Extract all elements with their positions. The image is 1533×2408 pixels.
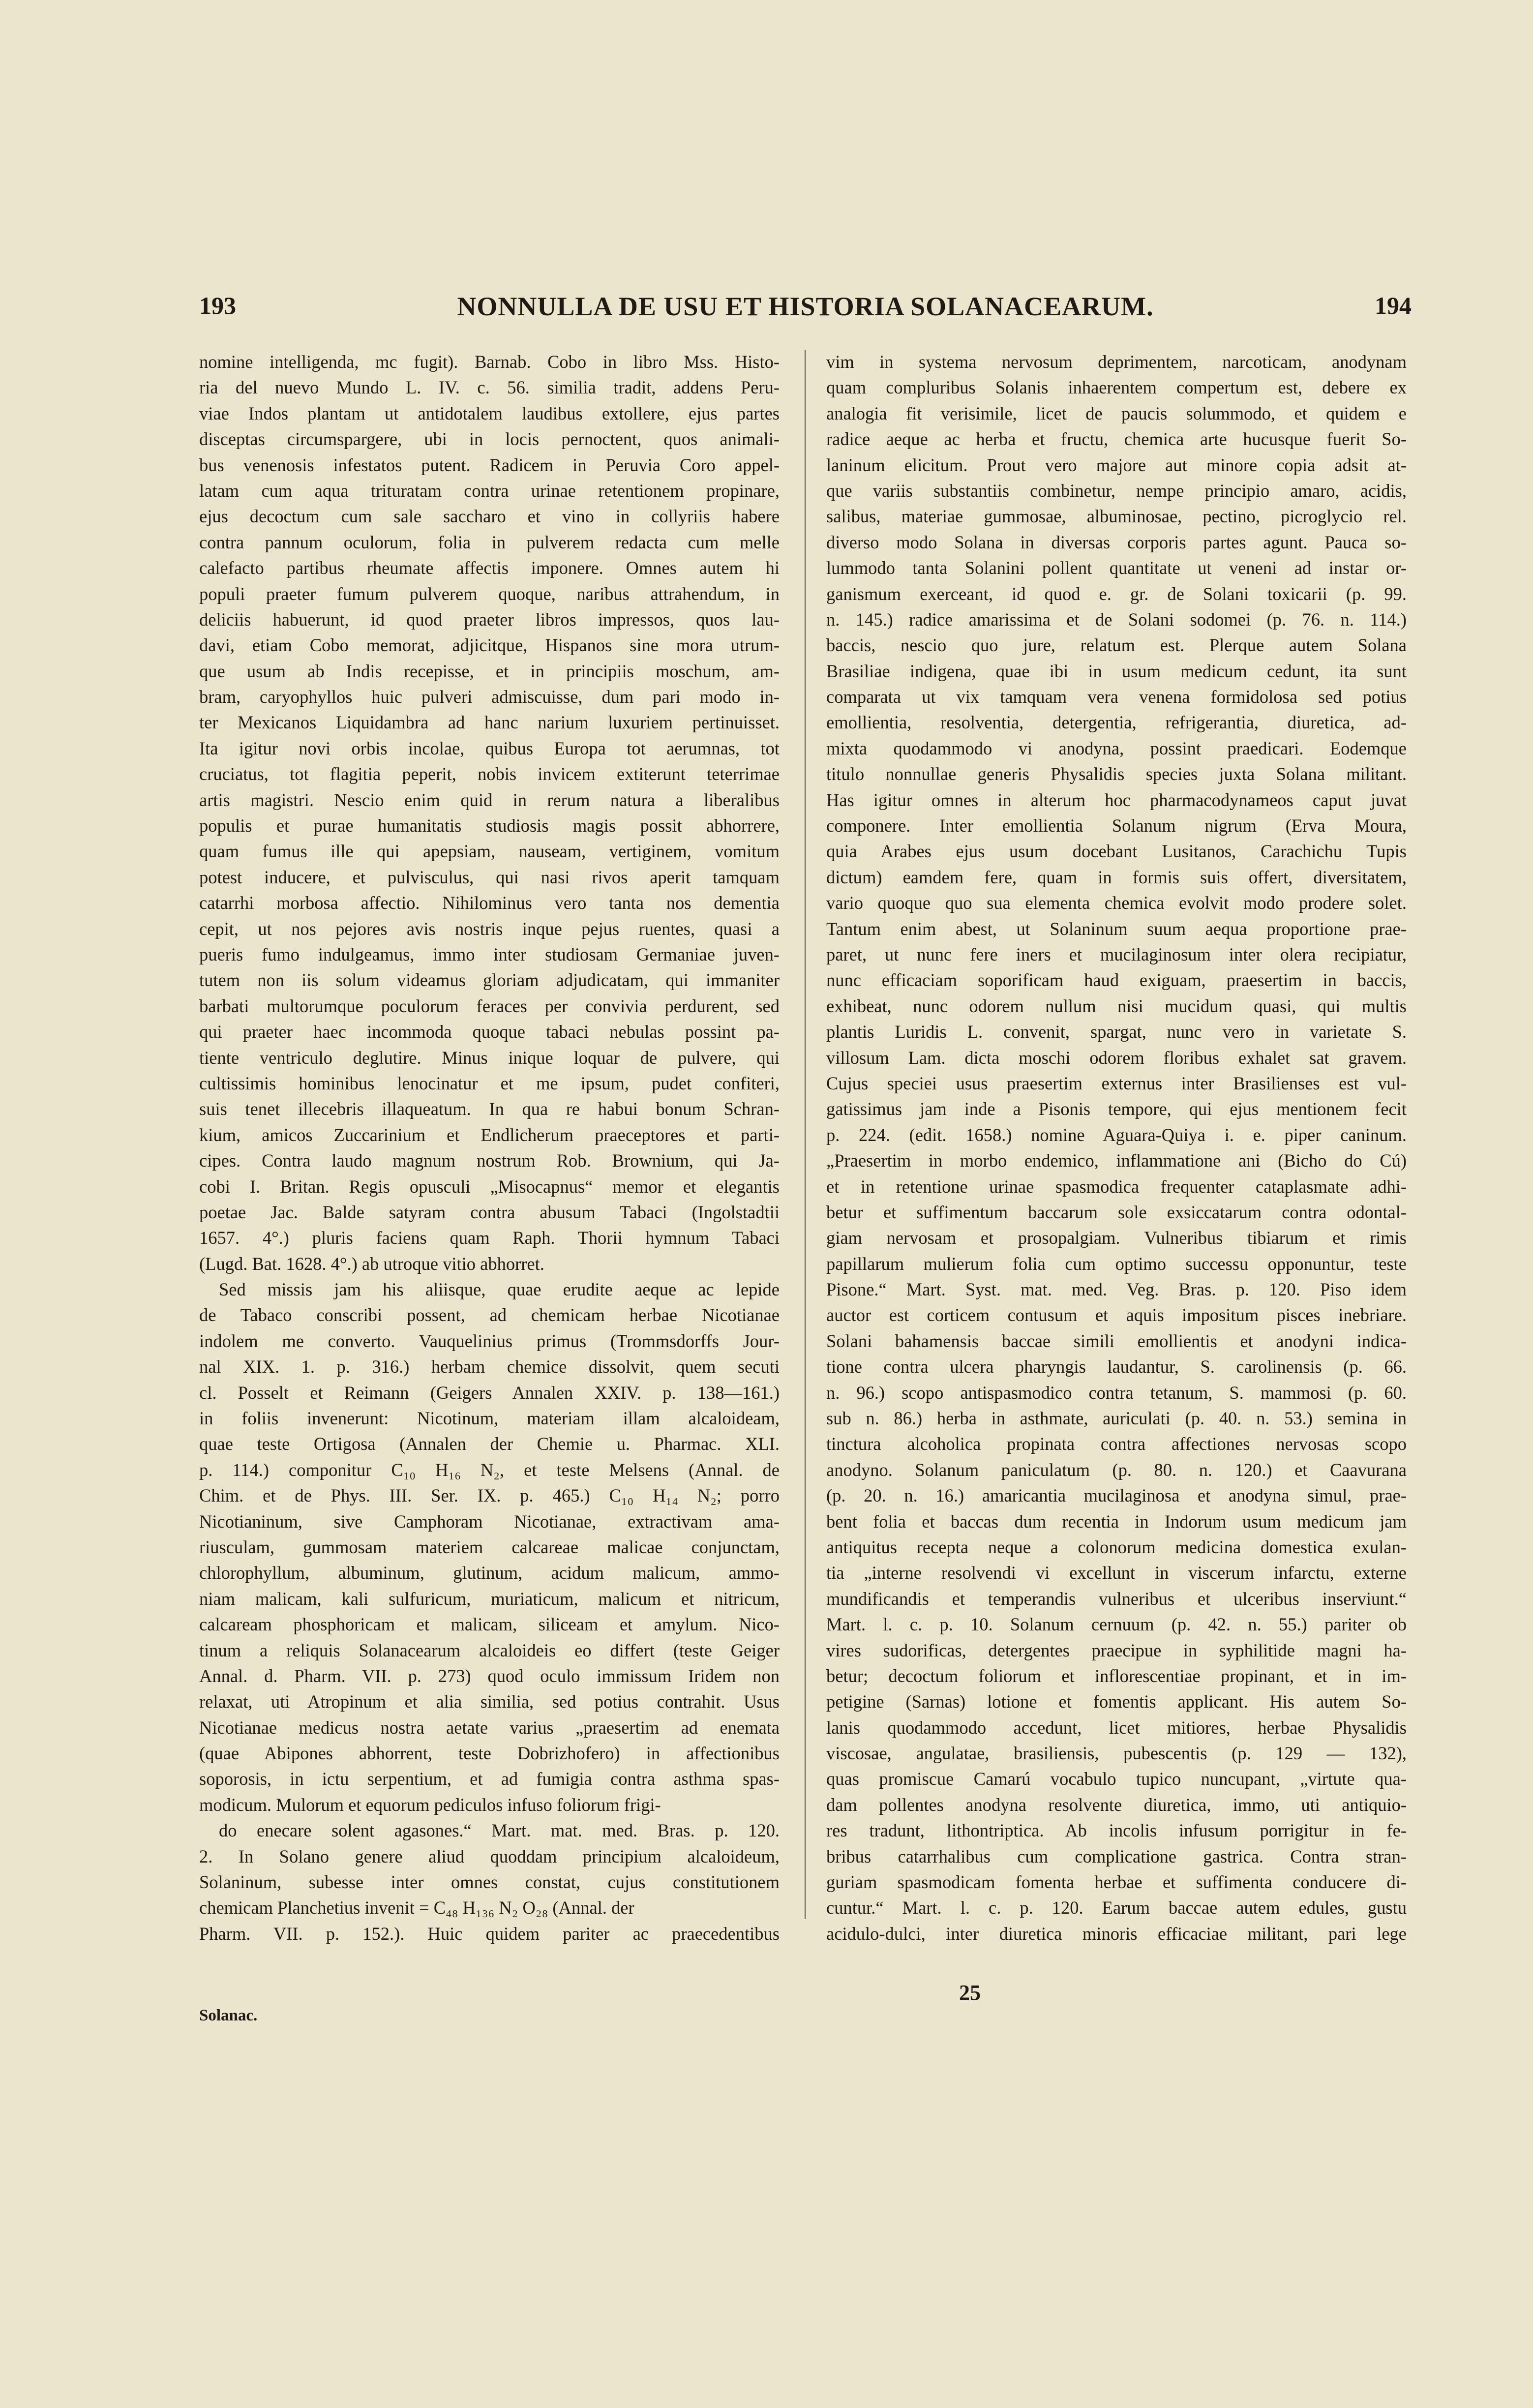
text-line: vario quoque quo sua elementa chemica evolvit modo prodere solet. [826, 893, 1407, 913]
text-line: guriam spasmodicam fomenta herbae et suffimenta conducere di- [826, 1872, 1407, 1893]
left-text-column [199, 349, 780, 1947]
text-line: chlorophyllum, albuminum, glutinum, acidum malicum, ammo- [199, 1563, 780, 1583]
text-line: calcaream phosphoricam et malicam, siliceam et amylum. Nico- [199, 1614, 780, 1635]
text-line: quas promiscue Camarú vocabulo tupico nuncupant, „virtute qua- [826, 1769, 1407, 1789]
text-line: et in retentione urinae spasmodica frequenter cataplasmate adhi- [826, 1176, 1407, 1197]
text-line: betur; decoctum foliorum et inflorescentiae propinant, et in im- [826, 1665, 1407, 1686]
text-line: 2. In Solano genere aliud quoddam principium alcaloideum, [199, 1846, 780, 1866]
text-line: Mart. l. c. p. 10. Solanum cernuum (p. 42. n. 55.) pariter ob [826, 1614, 1407, 1635]
text-line: vim in systema nervosum deprimentem, narcoticam, anodynam [826, 352, 1407, 372]
text-line: cultissimis hominibus lenocinatur et me ipsum, pudet confiteri, [199, 1073, 780, 1093]
text-line: ria del nuevo Mundo L. IV. c. 56. similia tradit, addens Peru- [199, 377, 780, 398]
text-line: (p. 20. n. 16.) amaricantia mucilaginosa et anodyna simul, prae- [826, 1485, 1407, 1506]
text-line: ter Mexicanos Liquidambra ad hanc narium luxuriem pertinuisset. [199, 712, 780, 733]
text-line: mixta quodammodo vi anodyna, possint praedicari. Eodemque [826, 738, 1407, 758]
text-line: populi praeter fumum pulverem quoque, naribus attrahendum, in [199, 583, 780, 604]
text-line: Tantum enim abest, ut Solaninum suum aequa proportione prae- [826, 918, 1407, 939]
text-line: nal XIX. 1. p. 316.) herbam chemice dissolvit, quem secuti [199, 1356, 780, 1377]
signature-mark: Solanac. [199, 2007, 258, 2024]
text-line: bribus catarrhalibus cum complicatione gastrica. Contra stran- [826, 1846, 1407, 1866]
text-line: 1657. 4°.) pluris faciens quam Raph. Thorii hymnum Tabaci [199, 1228, 780, 1248]
text-line: n. 96.) scopo antispasmodico contra tetanum, S. mammosi (p. 60. [826, 1382, 1407, 1403]
text-line: salibus, materiae gummosae, albuminosae, pectino, picroglycio rel. [826, 506, 1407, 527]
text-line: cl. Posselt et Reimann (Geigers Annalen XXIV. p. 138—161.) [199, 1382, 780, 1403]
text-line: soporosis, in ictu serpentium, et ad fumigia contra asthma spas- [199, 1769, 780, 1789]
text-line: kium, amicos Zuccarinium et Endlicherum praeceptores et parti- [199, 1124, 780, 1145]
text-line: chemicam Planchetius invenit = C₄₈ H₁₃₆ N₂ O₂₈ (Annal. der [199, 1897, 634, 1918]
text-line: comparata ut vix tamquam vera venena formidolosa sed potius [826, 687, 1407, 707]
text-line: radice aeque ac herba et fructu, chemica arte hucusque fuerit So- [826, 429, 1407, 450]
text-line: cuntur.“ Mart. l. c. p. 120. Earum baccae autem edules, gustu [826, 1897, 1407, 1918]
text-line: Solaninum, subesse inter omnes constat, cujus constitutionem [199, 1872, 780, 1893]
text-line: diverso modo Solana in diversas corporis partes agunt. Pauca so- [826, 532, 1407, 552]
text-line: cepit, ut nos pejores avis nostris inque pejus ruentes, quasi a [199, 918, 780, 939]
text-line: de Tabaco conscribi possent, ad chemicam herbae Nicotianae [199, 1305, 780, 1325]
text-line: deliciis habuerunt, id quod praeter libros impressos, quos lau- [199, 609, 780, 630]
text-line: ganismum exerceant, id quod e. gr. de Solani toxicarii (p. 99. [826, 583, 1407, 604]
text-line: relaxat, uti Atropinum et alia similia, sed potius contrahit. Usus [199, 1691, 780, 1712]
column-divider [805, 350, 806, 1919]
text-line: lummodo tanta Solanini pollent quantitate ut veneni ad instar or- [826, 558, 1407, 578]
text-line: auctor est corticem contusum et aquis impositum pisces inebriare. [826, 1305, 1407, 1325]
text-line: acidulo-dulci, inter diuretica minoris efficaciae militant, pari lege [826, 1923, 1407, 1944]
text-line: titulo nonnullae generis Physalidis species juxta Solana militant. [826, 764, 1407, 784]
text-line: niam malicam, kali sulfuricum, muriaticum, malicum et nitricum, [199, 1588, 780, 1609]
text-line: poetae Jac. Balde satyram contra abusum Tabaci (Ingolstadtii [199, 1202, 780, 1222]
text-line: plantis Luridis L. convenit, spargat, nunc vero in varietate S. [826, 1022, 1407, 1042]
text-line: potest inducere, et pulvisculus, qui nasi rivos aperit tamquam [199, 867, 780, 887]
text-line: viscosae, angulatae, brasiliensis, pubescentis (p. 129 — 132), [826, 1743, 1407, 1764]
text-line: in foliis invenerunt: Nicotinum, materiam illam alcaloideam, [199, 1408, 780, 1429]
text-line: Nicotianae medicus nostra aetate varius „praesertim ad enemata [199, 1717, 780, 1738]
text-line: paret, ut nunc fere iners et mucilaginosum inter olera recipiatur, [826, 944, 1407, 964]
text-line: giam nervosam et prosopalgiam. Vulneribus tibiarum et rimis [826, 1228, 1407, 1248]
text-line: riusculam, gummosam materiem calcareae malicae conjunctam, [199, 1536, 780, 1557]
text-line: tia „interne resolvendi vi excellunt in viscerum infarctu, externe [826, 1563, 1407, 1583]
text-line: Chim. et de Phys. III. Ser. IX. p. 465.) C₁₀ H₁₄ N₂; porro [199, 1485, 780, 1506]
text-line: Brasiliae indigena, quae ibi in usum medicum cedunt, ita sunt [826, 661, 1407, 681]
text-line: pueris fumo indulgeamus, immo inter studiosam Germaniae juven- [199, 944, 780, 964]
text-line: tinum a reliquis Solanacearum alcaloideis eo differt (teste Geiger [199, 1640, 780, 1660]
text-line: Solani bahamensis baccae simili emollientis et anodyni indica- [826, 1330, 1407, 1351]
text-line: quae teste Ortigosa (Annalen der Chemie u. Pharmac. XLI. [199, 1434, 780, 1454]
text-line: quia Arabes ejus usum docebant Lusitanos, Carachichu Tupis [826, 841, 1407, 862]
text-line: dam pollentes anodyna resolvente diuretica, immo, uti antiquio- [826, 1794, 1407, 1815]
text-line: p. 224. (edit. 1658.) nomine Aguara-Quiya i. e. piper caninum. [826, 1124, 1407, 1145]
text-line: bus venenosis infestatos putent. Radicem in Peruvia Coro appel- [199, 454, 780, 475]
text-line: ejus decoctum cum sale saccharo et vino in collyriis habere [199, 506, 780, 527]
text-line: tinctura alcoholica propinata contra affectiones nervosas scopo [826, 1434, 1407, 1454]
text-line: latam cum aqua trituratam contra urinae retentionem propinare, [199, 480, 780, 501]
running-title: NONNULLA DE USU ET HISTORIA SOLANACEARUM. [457, 292, 1154, 321]
text-line: antiquitus recepta neque a colonorum medicina domestica exulan- [826, 1536, 1407, 1557]
text-line: Cujus speciei usus praesertim externus inter Brasilienses est vul- [826, 1073, 1407, 1093]
text-line: indolem me converto. Vauquelinius primus (Trommsdorffs Jour- [199, 1330, 780, 1351]
text-line: laninum elicitum. Prout vero majore aut minore copia adsit at- [826, 454, 1407, 475]
text-line: contra pannum oculorum, folia in pulverem redacta cum melle [199, 532, 780, 552]
text-line: modicum. Mulorum et equorum pediculos infuso foliorum frigi- [199, 1794, 661, 1815]
text-line: p. 114.) componitur C₁₀ H₁₆ N₂, et teste Melsens (Annal. de [199, 1459, 780, 1480]
text-line: petigine (Sarnas) lotione et fomentis applicant. His autem So- [826, 1691, 1407, 1712]
text-line: quam fumus ille qui apepsiam, nauseam, vertiginem, vomitum [199, 841, 780, 862]
text-line: tutem non iis solum videamus gloriam adjudicatam, qui immaniter [199, 970, 780, 991]
text-line: suis tenet illecebris illaqueatum. In qua re habui bonum Schran- [199, 1099, 780, 1119]
text-line: disceptas circumspargere, ubi in locis pernoctent, quos animali- [199, 429, 780, 450]
text-line: Ita igitur novi orbis incolae, quibus Europa tot aerumnas, tot [199, 738, 780, 758]
text-line: que variis substantiis combinetur, nempe principio amaro, acidis, [826, 480, 1407, 501]
text-line: calefacto partibus rheumate affectis imponere. Omnes autem hi [199, 558, 780, 578]
text-line: Has igitur omnes in alterum hoc pharmacodynameos caput juvat [826, 789, 1407, 810]
sheet-number: 25 [959, 1981, 981, 2005]
text-line: cipes. Contra laudo magnum nostrum Rob. Brownium, qui Ja- [199, 1150, 780, 1171]
text-line: componere. Inter emollientia Solanum nigrum (Erva Moura, [826, 815, 1407, 836]
text-line: sub n. 86.) herba in asthmate, auriculati (p. 40. n. 53.) semina in [826, 1408, 1407, 1429]
text-line: (quae Abipones abhorrent, teste Dobrizhofero) in affectionibus [199, 1743, 780, 1764]
text-line: tiente ventriculo deglutire. Minus inique loquar de pulvere, qui [199, 1047, 780, 1068]
text-line: gatissimus jam inde a Pisonis tempore, qui ejus mentionem fecit [826, 1099, 1407, 1119]
text-line: Pharm. VII. p. 152.). Huic quidem pariter ac praecedentibus [199, 1923, 780, 1944]
text-line: papillarum mulierum folia cum optimo successu opponuntur, teste [826, 1253, 1407, 1274]
text-line: quam compluribus Solanis inhaerentem compertum est, debere ex [826, 377, 1407, 398]
right-text-column [826, 349, 1407, 1947]
page-number-left: 193 [199, 292, 236, 319]
text-line: „Praesertim in morbo endemico, inflammatione ani (Bicho do Cú) [826, 1150, 1407, 1171]
text-line: nunc efficaciam soporificam haud exiguam, praesertim in baccis, [826, 970, 1407, 991]
text-line: cruciatus, tot flagitia peperit, nobis invicem extiterunt teterrimae [199, 764, 780, 784]
text-line: bram, caryophyllos huic pulveri admiscuisse, dum pari modo in- [199, 687, 780, 707]
text-line: emollientia, resolventia, detergentia, refrigerantia, diuretica, ad- [826, 712, 1407, 733]
text-line: davi, etiam Cobo memorat, adjicitque, Hispanos sine mora utrum- [199, 635, 780, 656]
text-line: villosum Lam. dicta moschi odorem floribus exhalet sat gravem. [826, 1047, 1407, 1068]
text-line: cobi I. Britan. Regis opusculi „Misocapnus“ memor et elegantis [199, 1176, 780, 1197]
text-line: bent folia et baccas dum recentia in Indorum usum medicum jam [826, 1511, 1407, 1532]
text-line: (Lugd. Bat. 1628. 4°.) ab utroque vitio abhorret. [199, 1253, 544, 1274]
text-line: baccis, nescio quo jure, relatum est. Plerque autem Solana [826, 635, 1407, 656]
text-line: qui praeter haec incommoda quoque tabaci nebulas possint pa- [199, 1022, 780, 1042]
running-header [199, 291, 1412, 331]
text-line: anodyno. Solanum paniculatum (p. 80. n. 120.) et Caavurana [826, 1459, 1407, 1480]
text-line: catarrhi morbosa affectio. Nihilominus vero tanta nos dementia [199, 893, 780, 913]
text-line: barbati multorumque poculorum feraces per convivia perdurent, sed [199, 995, 780, 1016]
text-line: mundificandis et temperandis vulneribus et ulceribus inserviunt.“ [826, 1588, 1407, 1609]
text-line: tione contra ulcera pharyngis laudantur, S. carolinensis (p. 66. [826, 1356, 1407, 1377]
page-number-right: 194 [1375, 292, 1412, 319]
text-line: que usum ab Indis recepisse, et in principiis moschum, am- [199, 661, 780, 681]
text-line: betur et suffimentum baccarum sole exsiccatarum contra odontal- [826, 1202, 1407, 1222]
text-line: vires sudorificas, detergentes praecipue in syphilitide magni ha- [826, 1640, 1407, 1660]
text-line: analogia fit verisimile, licet de paucis solummodo, et quidem e [826, 403, 1407, 423]
text-line: lanis quodammodo accedunt, licet mitiores, herbae Physalidis [826, 1717, 1407, 1738]
text-line: dictum) eamdem fere, quam in formis suis offert, diversitatem, [826, 867, 1407, 887]
text-line: exhibeat, nunc odorem nullum nisi mucidum quasi, qui multis [826, 995, 1407, 1016]
text-line: do enecare solent agasones.“ Mart. mat. med. Bras. p. 120. [219, 1820, 780, 1841]
text-line: n. 145.) radice amarissima et de Solani sodomei (p. 76. n. 114.) [826, 609, 1407, 630]
text-line: Sed missis jam his aliisque, quae erudite aeque ac lepide [219, 1279, 780, 1300]
text-line: res tradunt, lithontriptica. Ab incolis infusum porrigitur in fe- [826, 1820, 1407, 1841]
text-line: nomine intelligenda, mc fugit). Barnab. Cobo in libro Mss. Histo- [199, 352, 780, 372]
text-line: Annal. d. Pharm. VII. p. 273) quod oculo immissum Iridem non [199, 1665, 780, 1686]
text-line: populis et purae humanitatis studiosis magis possit abhorrere, [199, 815, 780, 836]
text-line: viae Indos plantam ut antidotalem laudibus extollere, ejus partes [199, 403, 780, 423]
text-line: Pisone.“ Mart. Syst. mat. med. Veg. Bras. p. 120. Piso idem [826, 1279, 1407, 1300]
text-line: Nicotianinum, sive Camphoram Nicotianae, extractivam ama- [199, 1511, 780, 1532]
text-line: artis magistri. Nescio enim quid in rerum natura a liberalibus [199, 789, 780, 810]
